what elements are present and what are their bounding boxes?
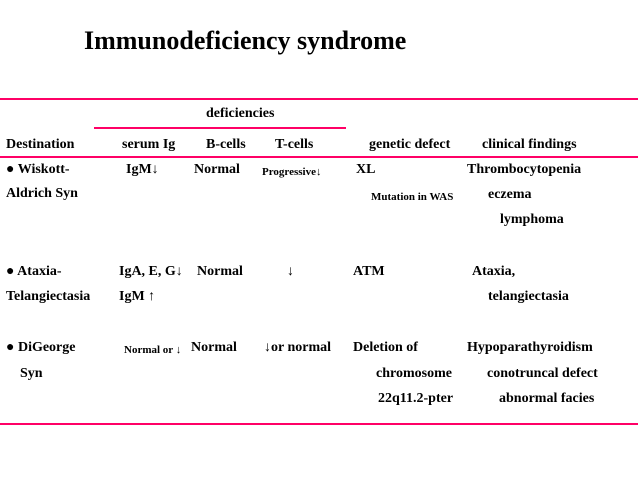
row1-clinical-line1: Thrombocytopenia bbox=[467, 162, 582, 177]
row3-clinical-line1: Hypoparathyroidism bbox=[467, 340, 593, 355]
row3-genetic-line2: chromosome bbox=[376, 366, 452, 381]
row3-name-line2: Syn bbox=[20, 366, 43, 381]
row1-genetic-line2: Mutation in WAS bbox=[371, 191, 454, 203]
row1-genetic-line1: XL bbox=[356, 162, 376, 177]
header-serum-ig: serum Ig bbox=[122, 137, 176, 152]
row1-serum-ig: IgM↓ bbox=[126, 162, 159, 177]
header-genetic-defect: genetic defect bbox=[369, 137, 451, 152]
row1-clinical-line2: eczema bbox=[488, 187, 532, 202]
row1-name-line1: ● Wiskott- bbox=[6, 162, 70, 177]
row2-b-cells: Normal bbox=[197, 264, 243, 279]
row1-b-cells: Normal bbox=[194, 162, 240, 177]
header-rule bbox=[0, 156, 638, 158]
row3-genetic-line1: Deletion of bbox=[353, 340, 418, 355]
row3-t-cells: ↓or normal bbox=[264, 340, 332, 355]
row3-serum-ig: Normal or ↓ bbox=[124, 344, 182, 356]
row3-b-cells: Normal bbox=[191, 340, 237, 355]
row2-genetic-line1: ATM bbox=[353, 264, 385, 279]
row2-clinical-line2: telangiectasia bbox=[488, 289, 569, 304]
row2-serum-ig-line2: IgM ↑ bbox=[119, 289, 156, 304]
row3-clinical-line2: conotruncal defect bbox=[487, 366, 598, 381]
row1-t-cells: Progressive↓ bbox=[262, 166, 322, 178]
row2-serum-ig-line1: IgA, E, G↓ bbox=[119, 264, 183, 279]
header-clinical-findings: clinical findings bbox=[482, 137, 577, 152]
row1-name-line2: Aldrich Syn bbox=[6, 186, 78, 201]
header-destination: Destination bbox=[6, 137, 75, 152]
row1-clinical-line3: lymphoma bbox=[500, 212, 564, 227]
row2-clinical-line1: Ataxia, bbox=[472, 264, 516, 279]
header-t-cells: T-cells bbox=[275, 137, 314, 152]
deficiencies-underline bbox=[94, 127, 346, 129]
deficiencies-group-header: deficiencies bbox=[206, 106, 275, 121]
top-rule bbox=[0, 98, 638, 100]
row3-clinical-line3: abnormal facies bbox=[499, 391, 595, 406]
row3-name-line1: ● DiGeorge bbox=[6, 340, 76, 355]
row2-name-line2: Telangiectasia bbox=[6, 289, 91, 304]
row2-name-line1: ● Ataxia- bbox=[6, 264, 62, 279]
bottom-rule bbox=[0, 423, 638, 425]
row3-genetic-line3: 22q11.2-pter bbox=[378, 391, 454, 406]
row2-t-cells: ↓ bbox=[287, 264, 294, 279]
page-title: Immunodeficiency syndrome bbox=[84, 26, 407, 55]
header-b-cells: B-cells bbox=[206, 137, 246, 152]
